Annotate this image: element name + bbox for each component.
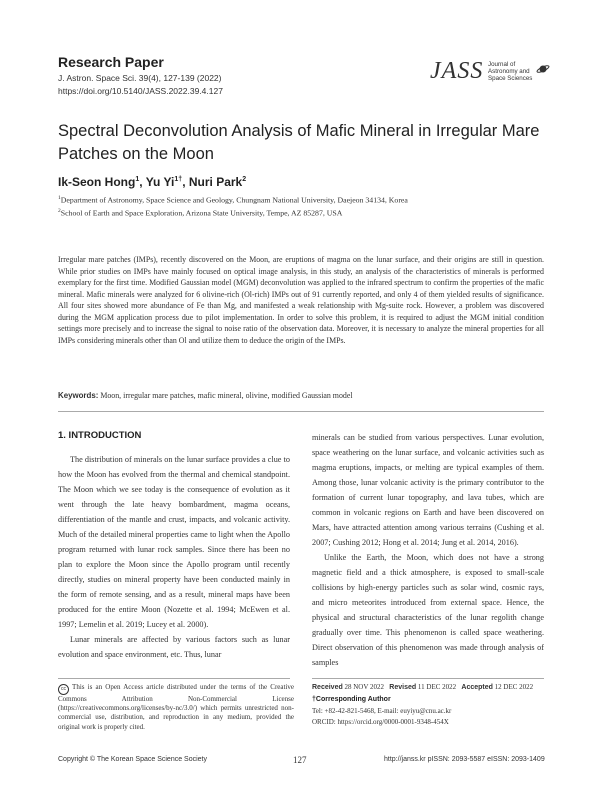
author-name: Nuri Park bbox=[188, 175, 243, 189]
keywords-label: Keywords: bbox=[58, 391, 99, 400]
divider bbox=[58, 411, 544, 412]
footer-copyright: Copyright © The Korean Space Science Society bbox=[58, 756, 207, 763]
section-heading: 1. INTRODUCTION bbox=[58, 430, 142, 441]
divider bbox=[312, 678, 544, 679]
footer-issn: http://janss.kr pISSN: 2093-5587 eISSN: 2093-1409 bbox=[384, 756, 545, 763]
divider bbox=[58, 678, 290, 679]
doi-link[interactable]: https://doi.org/10.5140/JASS.2022.39.4.127 bbox=[58, 86, 223, 96]
saturn-icon bbox=[536, 62, 550, 76]
author-name: Yu Yi bbox=[145, 175, 175, 189]
paragraph: Unlike the Earth, the Moon, which does not have a strong magnetic field and a thick atmosphere, is exposed to small-scale collisions by high-energy particles such as solar wind, cosmic rays, and micro meteorites introduced from external space. Hence, the physical and structural characteristics of the lunar regolith change gradually over time. This phenomenon is called space weathering. Direct observation of this phenomenon was made through analysis of samples bbox=[312, 553, 544, 667]
article-title: Spectral Deconvolution Analysis of Mafic Mineral in Irregular Mare Patches on the Moon bbox=[58, 122, 540, 163]
journal-logo-text: JASS bbox=[430, 58, 484, 84]
keywords: Keywords: Moon, irregular mare patches, mafic mineral, olivine, modified Gaussian model bbox=[58, 391, 353, 400]
author-name: Ik-Seon Hong bbox=[58, 175, 136, 189]
affiliation: $^2$School of Earth and Space Exploration, Arizona State University, Tempe, AZ 85287, USA bbox=[58, 208, 343, 218]
license-notice: cc This is an Open Access article distributed under the terms of the Creative Commons Attribution Non-Commercial License (https://creativecommons.org/licenses/by-nc/3.0/) which permits unrestricted non-commercial use, distribution, and reproduction in any medium, provided the original work is properly cited. bbox=[58, 683, 294, 731]
paragraph: Lunar minerals are affected by various factors such as lunar evolution and space environment, etc. Thus, lunar bbox=[58, 635, 290, 659]
author-list: Ik-Seon Hong$^1$, Yu $Yi^{1\dagger}$, Nuri Park$^2$ bbox=[58, 175, 247, 189]
orcid-link[interactable]: ORCID: https://orcid.org/0000-0001-9348-454X bbox=[312, 718, 449, 726]
article-type-label: Research Paper bbox=[58, 54, 164, 70]
article-dates: Received 28 NOV 2022 Revised 11 DEC 2022 Accepted 12 DEC 2022 bbox=[312, 683, 534, 691]
creative-commons-icon: cc bbox=[58, 684, 69, 695]
paragraph: minerals can be studied from various perspectives. Lunar evolution, space weathering on the lunar surface, and volcanic activities such as magma eruptions, impacts, or melting are typical examples of them. Among those, lunar volcanic activity is the primary contributor to the formation of current lunar topography, and lava tubes, which are common in volcanic regions on Earth and have been discovered on Mars, have attracted attention among various terrains (Cushing et al. 2007; Cushing 2012; Hong et al. 2014; Jung et al. 2014, 2016). bbox=[312, 433, 544, 547]
journal-logo-subtitle: Journal of Astronomy and Space Sciences bbox=[488, 61, 533, 83]
paragraph: The distribution of minerals on the lunar surface provides a clue to how the Moon has evolved from the thermal and chemical standpoint. The Moon which we see today is the consequence of evolution as it went through the late heavy bombardment, magma oceans, differentiation of the mantle and crust, impacts, and volcanic activity. Much of the detailed mineral properties came to light when the Apollo program returned with lunar rock samples. Since there has been no plan to explore the Moon since the Apollo program until recently directly, studies on mineral property have been conducted mainly in the form of remote sensing, and as a result, mineral maps have been produced for the entire Moon (Nozette et al. 1994; McEwen et al. 1997; Lemelin et al. 2019; Lucey et al. 2000). bbox=[58, 455, 290, 629]
journal-logo bbox=[430, 58, 550, 100]
page-number: 127 bbox=[293, 755, 307, 765]
corresponding-author-label: †Corresponding Author bbox=[312, 696, 391, 703]
journal-citation: J. Astron. Space Sci. 39(4), 127-139 (2022) bbox=[58, 73, 222, 83]
contact-info: Tel: +82-42-821-5468, E-mail: euyiyu@cnu.ac.kr bbox=[312, 707, 452, 715]
body-column-left bbox=[58, 452, 290, 662]
abstract: Irregular mare patches (IMPs), recently discovered on the Moon, are eruptions of magma on the lunar surface, and their origins are still in question. While prior studies on IMPs have mainly focused on optical image analysis, in this study, an analysis of the characteristics of minerals is performed exemplary for the first time. Modified Gaussian model (MGM) deconvolution was applied to the infrared spectrum to confirm the properties of the mafic mineral. Mafic minerals were analyzed for 6 olivine-rich (Ol-rich) IMPs out of 91 currently reported, and only 4 of them yielded results of significance. All four sites showed more abundance of Fe than Mg, and manifested a weak relationship with Mg-suite rock. However, a problem was discovered during the MGM application process due to pilot implementation. In order to solve this problem, it is required to adjust the MGM initial condition settings more precisely and to increase the signal to noise ratio of the observation data. Moreover, it is necessary to analyze the mineral properties for all IMPs considering minerals other than Ol and utilize them to deduce the origin of the IMPs. bbox=[58, 255, 544, 345]
affiliation: $^1$Department of Astronomy, Space Science and Geology, Chungnam National University, Daejeon 34134, Korea bbox=[58, 195, 408, 205]
body-column-right bbox=[312, 430, 544, 670]
